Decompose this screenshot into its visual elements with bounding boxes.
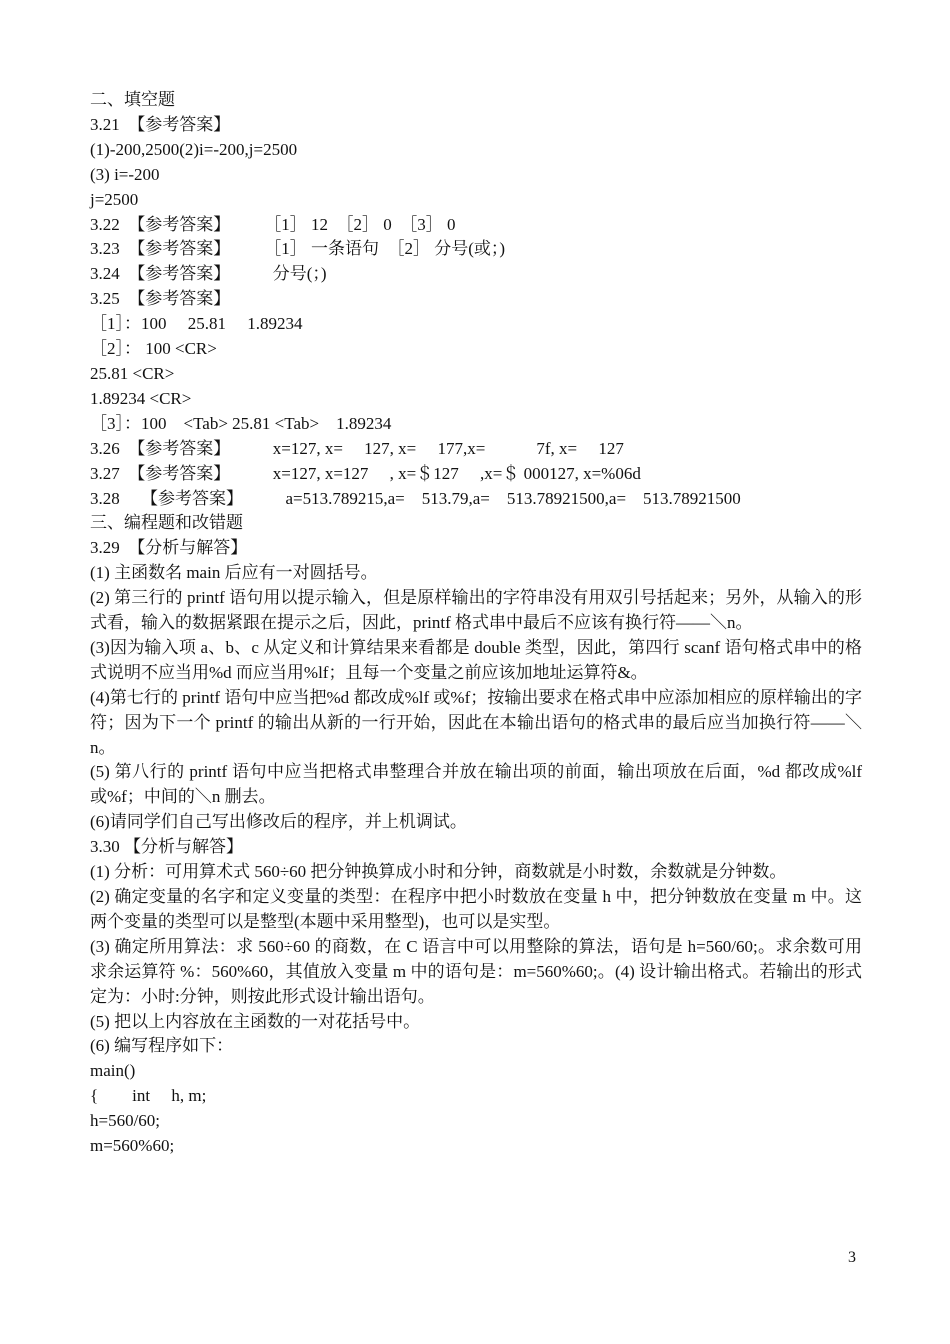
code-line: main() <box>90 1061 136 1081</box>
analysis-paragraph: (5) 把以上内容放在主函数的一对花括号中。 <box>90 1011 421 1031</box>
analysis-paragraph: (4)第七行的 printf 语句中应当把%d 都改成%lf 或%f；按输出要求在格式串中应添加相应的原样输出的字符；因为下一个 printf 的输出从新的一行开始，因此在本输出语句的格式串的最后应当加换行符——＼n。 <box>90 687 862 757</box>
answer-3-23: 3.23 【参考答案】 ［1］ 一条语句 ［2］ 分号(或；) <box>90 239 506 259</box>
analysis-paragraph: (1) 分析：可用算术式 560÷60 把分钟换算成小时和分钟，商数就是小时数，余数就是分钟数。 <box>90 862 787 882</box>
answer-3-24: 3.24 【参考答案】 分号(；) <box>90 264 327 284</box>
answer-3-26: 3.26 【参考答案】 x=127, x= 127, x= 177,x= 7f, x= 127 <box>90 438 624 458</box>
answer-line: 25.81 <CR> <box>90 363 175 383</box>
analysis-paragraph: (2) 确定变量的名字和定义变量的类型：在程序中把小时数放在变量 h 中，把分钟数放在变量 m 中。这两个变量的类型可以是整型(本题中采用整型)，也可以是实型。 <box>90 887 862 931</box>
analysis-paragraph: (6)请同学们自己写出修改后的程序，并上机调试。 <box>90 812 467 832</box>
analysis-paragraph: (2) 第三行的 printf 语句用以提示输入，但是原样输出的字符串没有用双引号括起来；另外，从输入的形式看，输入的数据紧跟在提示之后，因此，printf 格式串中最后不应该有换行符——＼n。 <box>90 588 862 633</box>
answer-heading-3-21: 3.21 【参考答案】 <box>90 114 231 134</box>
analysis-paragraph: (6) 编写程序如下： <box>90 1036 234 1056</box>
answer-line: ［2］： 100 <CR> <box>90 339 217 359</box>
analysis-paragraph: (1) 主函数名 main 后应有一对圆括号。 <box>90 563 378 583</box>
answer-line: ［1］：100 25.81 1.89234 <box>90 314 303 334</box>
answer-line: j=2500 <box>90 189 139 209</box>
section-heading-programming: 三、编程题和改错题 <box>90 513 243 533</box>
page-number: 3 <box>848 1249 856 1266</box>
page-content <box>90 88 862 1159</box>
answer-line: (3) i=-200 <box>90 164 160 184</box>
answer-heading-3-25: 3.25 【参考答案】 <box>90 289 231 309</box>
code-line: h=560/60; <box>90 1111 161 1131</box>
answer-line: 1.89234 <CR> <box>90 388 192 408</box>
code-line: m=560%60; <box>90 1136 175 1156</box>
answer-3-22: 3.22 【参考答案】 ［1］ 12 ［2］ 0 ［3］ 0 <box>90 214 456 234</box>
answer-3-28: 3.28 【参考答案】 a=513.789215,a= 513.79,a= 513.78921500,a= 513.78921500 <box>90 488 741 508</box>
analysis-paragraph: (3)因为输入项 a、b、c 从定义和计算结果来看都是 double 类型，因此，第四行 scanf 语句格式串中的格式说明不应当用%d 而应当用%lf；且每一个变量之前应该加地址运算符&。 <box>90 637 862 682</box>
analysis-heading-3-30: 3.30 【分析与解答】 <box>90 837 243 857</box>
analysis-paragraph: (5) 第八行的 printf 语句中应当把格式串整理合并放在输出项的前面，输出项放在后面，%d 都改成%lf 或%f；中间的＼n 删去。 <box>90 762 862 807</box>
code-line: { int h, m; <box>90 1086 207 1106</box>
answer-line: ［3］：100 <Tab> 25.81 <Tab> 1.89234 <box>90 413 392 433</box>
analysis-heading-3-29: 3.29 【分析与解答】 <box>90 538 248 558</box>
section-heading-fill-blank: 二、填空题 <box>90 90 175 109</box>
answer-3-27: 3.27 【参考答案】 x=127, x=127 , x=＄127 ,x=＄ 000127, x=%06d <box>90 463 641 483</box>
answer-line: (1)-200,2500(2)i=-200,j=2500 <box>90 139 298 159</box>
analysis-paragraph: (3) 确定所用算法：求 560÷60 的商数，在 C 语言中可以用整除的算法，语句是 h=560/60;。求余数可用求余运算符 %：560%60，其值放入变量 m 中的语句是：m=560%60;。(4) 设计输出格式。若输出的形式定为：小时:分钟，则按此形式设计输出语句。 <box>90 936 862 1006</box>
